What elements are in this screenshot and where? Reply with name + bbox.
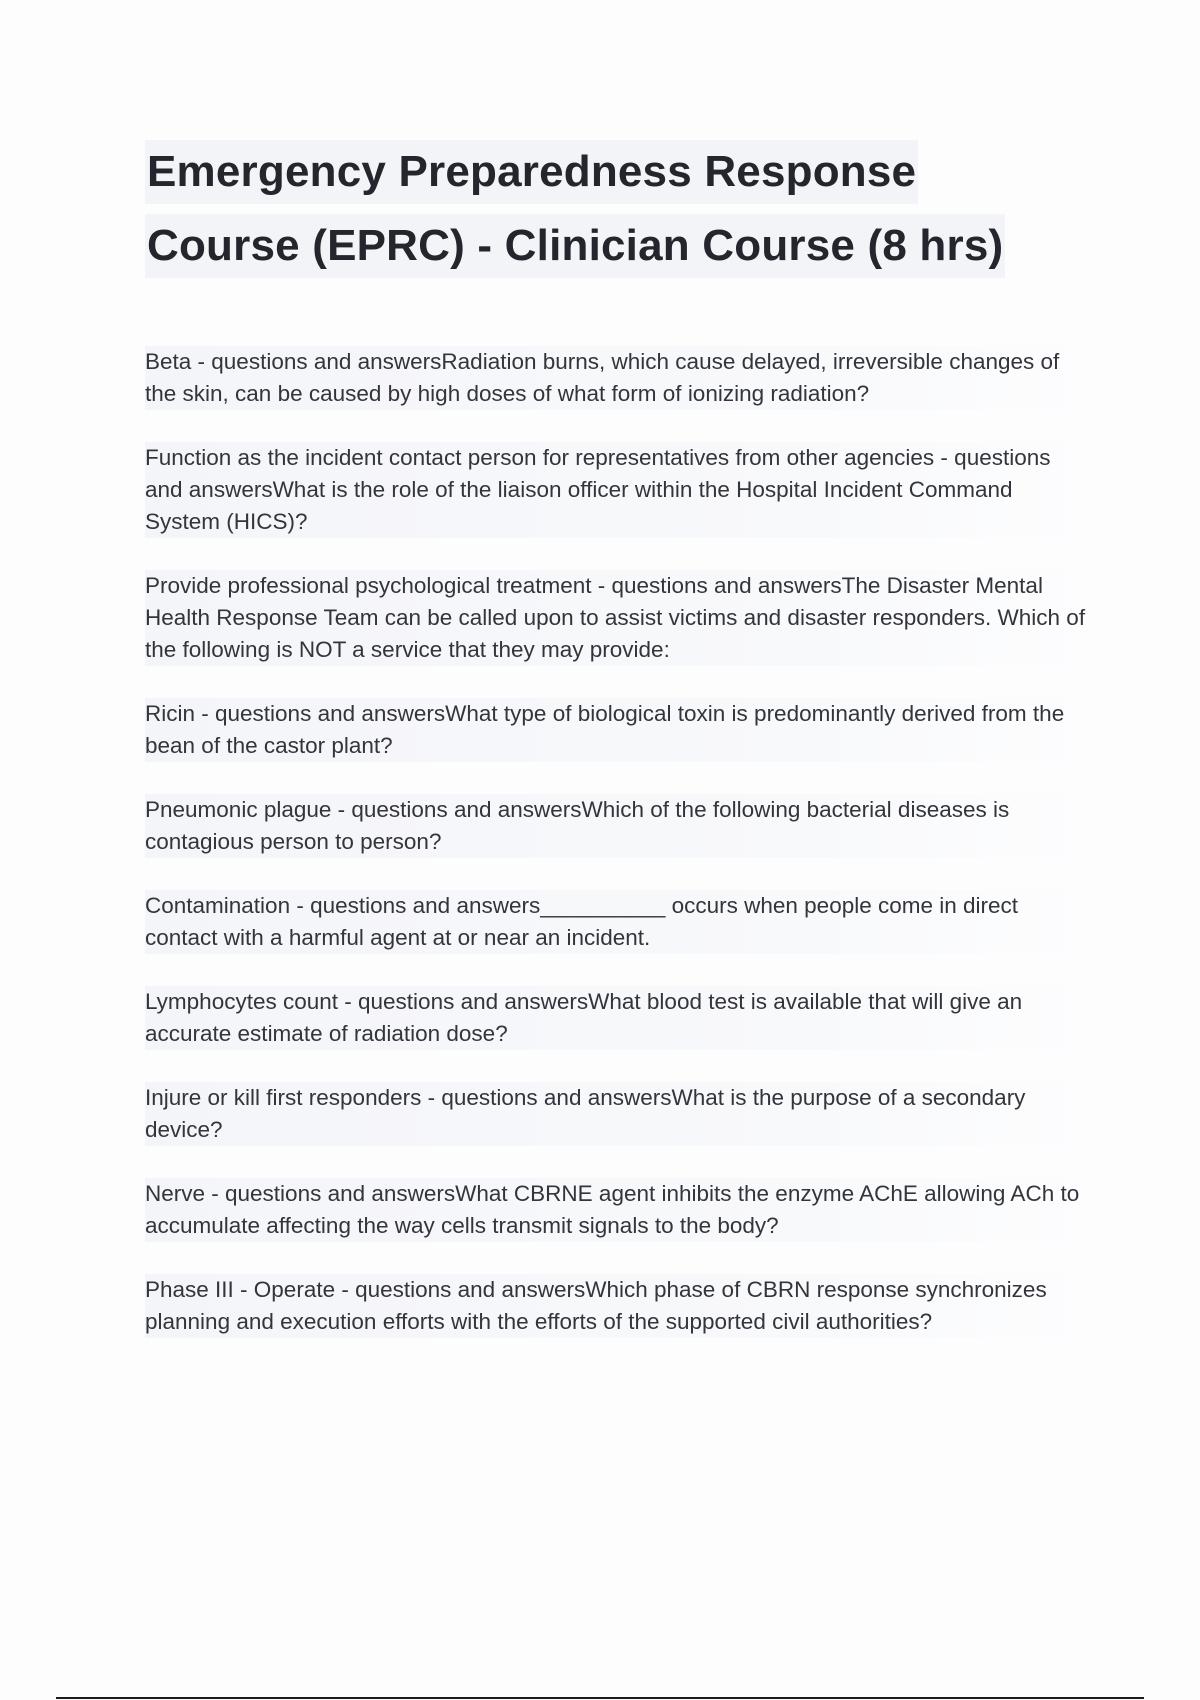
qa-item-5: Pneumonic plague - questions and answersWhich of the following bacterial diseases is contagious person to person? — [145, 794, 1095, 858]
title-line-2: Course (EPRC) - Clinician Course (8 hrs) — [145, 214, 1005, 278]
qa-item-6: Contamination - questions and answers__________ occurs when people come in direct contact with a harmful agent at or near an incident. — [145, 890, 1095, 954]
qa-item-8: Injure or kill first responders - questions and answersWhat is the purpose of a secondary device? — [145, 1082, 1095, 1146]
page-title — [145, 140, 1075, 288]
footer-divider — [56, 1697, 1144, 1699]
title-line-1: Emergency Preparedness Response — [145, 140, 918, 204]
qa-item-4: Ricin - questions and answersWhat type of biological toxin is predominantly derived from the bean of the castor plant? — [145, 698, 1095, 762]
qa-item-10: Phase III - Operate - questions and answersWhich phase of CBRN response synchronizes planning and execution efforts with the efforts of the supported civil authorities? — [145, 1274, 1095, 1338]
qa-list — [145, 346, 1095, 1370]
qa-item-9: Nerve - questions and answersWhat CBRNE agent inhibits the enzyme AChE allowing ACh to accumulate affecting the way cells transmit signals to the body? — [145, 1178, 1095, 1242]
qa-item-7: Lymphocytes count - questions and answersWhat blood test is available that will give an accurate estimate of radiation dose? — [145, 986, 1095, 1050]
qa-item-2: Function as the incident contact person for representatives from other agencies - questions and answersWhat is the role of the liaison officer within the Hospital Incident Command System (HICS)? — [145, 442, 1095, 538]
qa-item-1: Beta - questions and answersRadiation burns, which cause delayed, irreversible changes of the skin, can be caused by high doses of what form of ionizing radiation? — [145, 346, 1095, 410]
qa-item-3: Provide professional psychological treatment - questions and answersThe Disaster Mental Health Response Team can be called upon to assist victims and disaster responders. Which of the following is NOT a service that they may provide: — [145, 570, 1095, 666]
